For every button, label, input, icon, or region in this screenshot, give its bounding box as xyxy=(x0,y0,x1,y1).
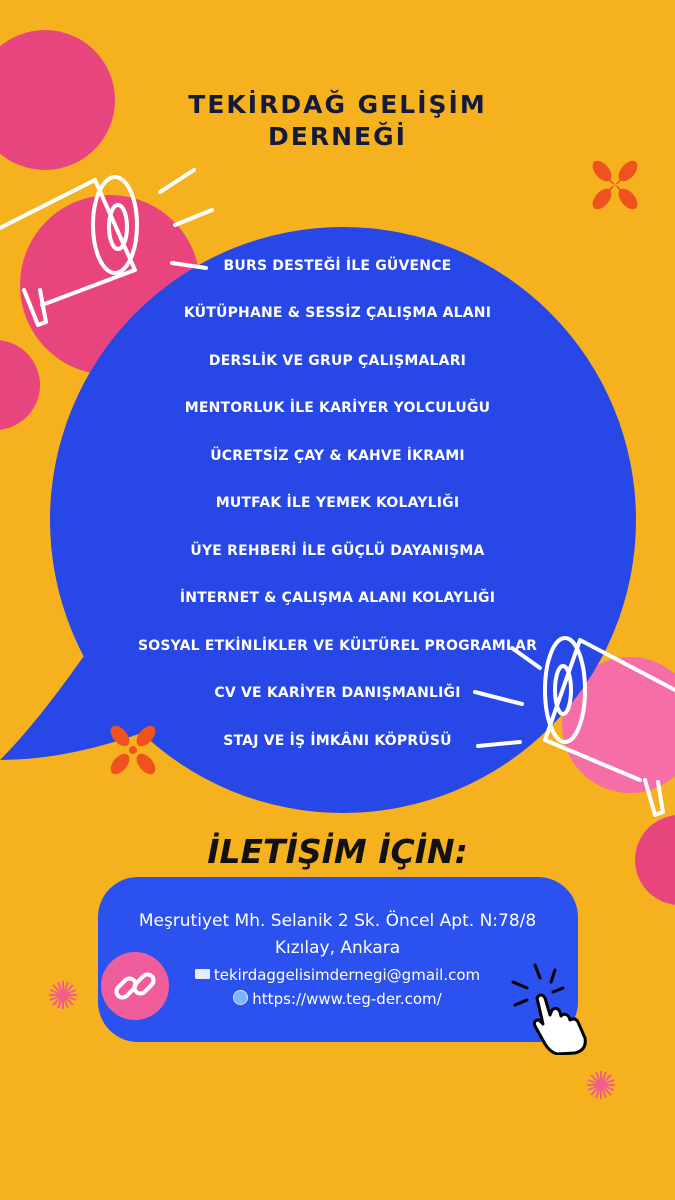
service-item: BURS DESTEĞİ İLE GÜVENCE xyxy=(223,258,452,274)
email-link[interactable]: tekirdaggelisimdernegi@gmail.com xyxy=(213,966,481,984)
link-icon xyxy=(101,952,169,1020)
service-item: STAJ VE İŞ İMKÂNI KÖPRÜSÜ xyxy=(223,733,452,749)
service-item: SOSYAL ETKİNLİKLER VE KÜLTÜREL PROGRAMLAR xyxy=(137,638,538,654)
website-link[interactable]: https://www.teg-der.com/ xyxy=(252,990,442,1008)
service-item: DERSLİK VE GRUP ÇALIŞMALARI xyxy=(208,353,467,369)
sparkle-icon xyxy=(589,157,641,212)
address-line-1: Meşrutiyet Mh. Selanik 2 Sk. Öncel Apt. N:78/8 xyxy=(138,911,537,931)
service-item: KÜTÜPHANE & SESSİZ ÇALIŞMA ALANI xyxy=(183,305,492,321)
service-item: İNTERNET & ÇALIŞMA ALANI KOLAYLIĞI xyxy=(179,590,496,606)
org-title-line-2: DERNEĞİ xyxy=(268,122,407,151)
hand-pointer-icon xyxy=(505,960,605,1055)
globe-icon xyxy=(233,990,248,1005)
org-title-line-1: TEKİRDAĞ GELİŞİM xyxy=(188,90,487,119)
service-item: ÜYE REHBERİ İLE GÜÇLÜ DAYANIŞMA xyxy=(190,543,485,559)
address-line-2: Kızılay, Ankara xyxy=(274,938,401,958)
service-item: ÜCRETSİZ ÇAY & KAHVE İKRAMI xyxy=(210,448,465,464)
service-item: CV VE KARİYER DANIŞMANLIĞI xyxy=(214,685,461,701)
service-item: MUTFAK İLE YEMEK KOLAYLIĞI xyxy=(215,495,460,511)
envelope-icon xyxy=(195,969,210,979)
service-item: MENTORLUK İLE KARİYER YOLCULUĞU xyxy=(184,400,491,416)
contact-heading: İLETİŞİM İÇİN: xyxy=(207,832,468,871)
burst-icon xyxy=(587,1071,615,1099)
